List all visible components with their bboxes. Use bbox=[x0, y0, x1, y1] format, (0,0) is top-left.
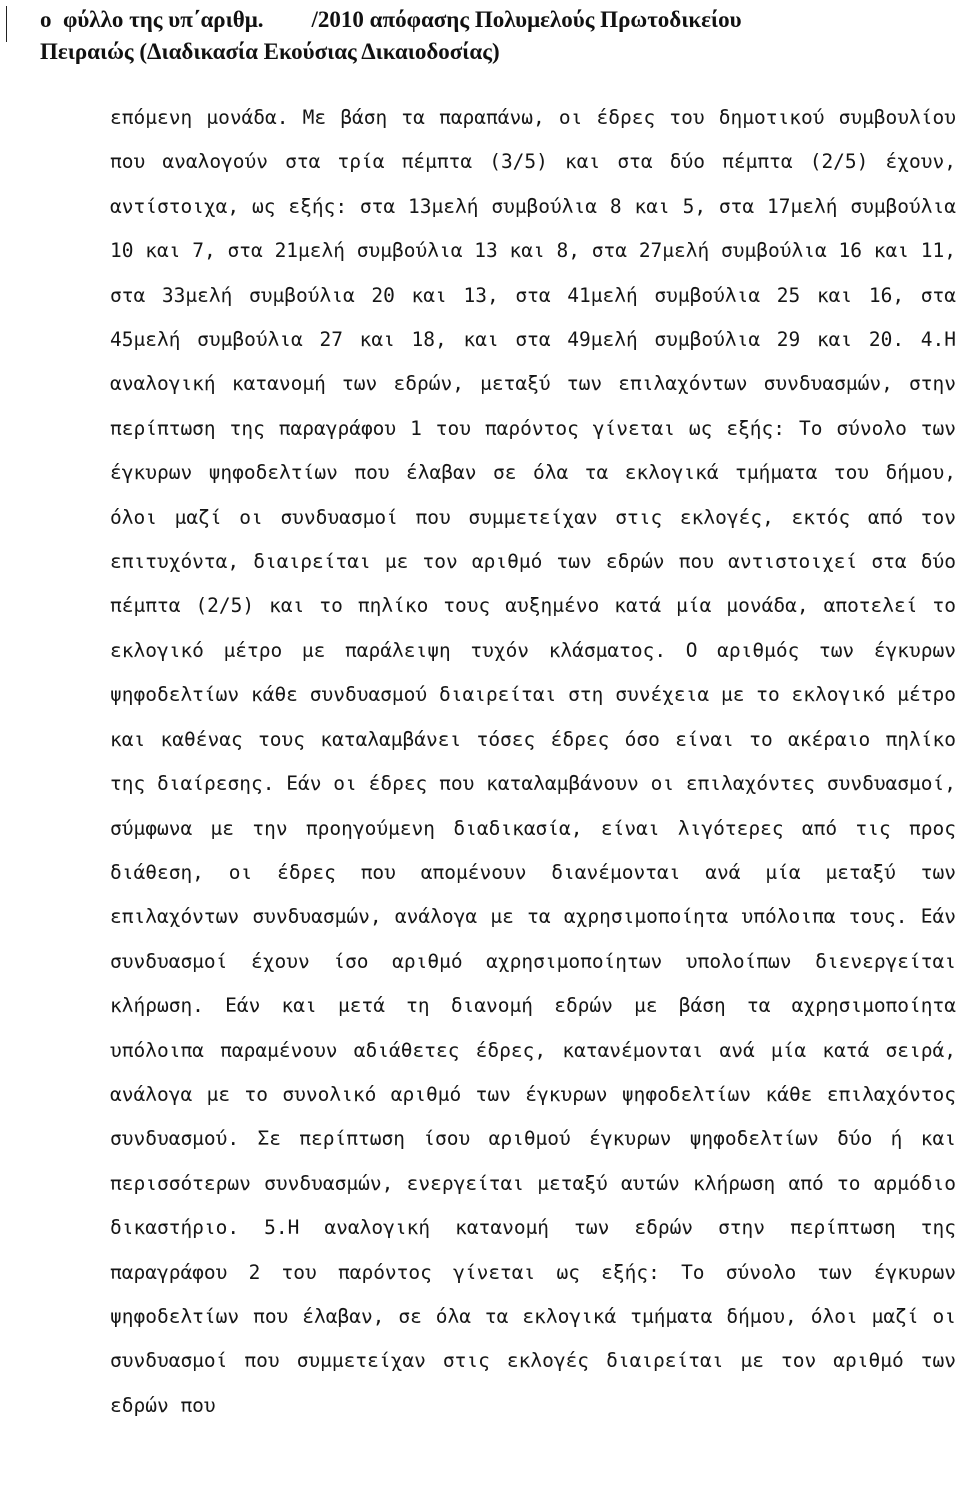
document-body bbox=[110, 96, 956, 1428]
header-decision-label: /2010 απόφασης Πολυμελούς Πρωτοδικείου bbox=[311, 7, 742, 32]
page-header bbox=[40, 4, 920, 68]
body-paragraph: επόμενη μονάδα. Με βάση τα παραπάνω, οι έδρες του δημοτικού συμβουλίου που αναλογούν στα τρία πέμπτα (3/5) και στα δύο πέμπτα (2/5) έχουν, αντίστοιχα, ως εξής: στα 13μελή συμβούλια 8 και 5, στα 17μελή συμβούλια 10 και 7, στα 21μελή συμβούλια 13 και 8, στα 27μελή συμβούλια 16 και 11, στα 33μελή συμβούλια 20 και 13, στα 41μελή συμβούλια 25 και 16, στα 45μελή συμβούλια 27 και 18, και στα 49μελή συμβούλια 29 και 20. 4.Η αναλογική κατανομή των εδρών, μεταξύ των επιλαχόντων συνδυασμών, στην περίπτωση της παραγράφου 1 του παρόντος γίνεται ως εξής: Το σύνολο των έγκυρων ψηφοδελτίων που έλαβαν σε όλα τα εκλογικά τμήματα του δήμου, όλοι μαζί οι συνδυασμοί που συμμετείχαν στις εκλογές, εκτός από τον επιτυχόντα, διαιρείται με τον αριθμό των εδρών που αντιστοιχεί στα δύο πέμπτα (2/5) και το πηλίκο τους αυξημένο κατά μία μονάδα, αποτελεί το εκλογικό μέτρο με παράλειψη τυχόν κλάσματος. Ο αριθμός των έγκυρων ψηφοδελτίων κάθε συνδυασμού διαιρείται στη συνέχεια με το εκλογικό μέτρο και καθένας τους καταλαμβάνει τόσες έδρες όσο είναι το ακέραιο πηλίκο της διαίρεσης. Εάν οι έδρες που καταλαμβάνουν οι επιλαχόντες συνδυασμοί, σύμφωνα με την προηγούμενη διαδικασία, είναι λιγότερες από τις προς διάθεση, οι έδρες που απομένουν διανέμονται ανά μία μεταξύ των επιλαχόντων συνδυασμών, ανάλογα με τα αχρησιμοποίητα υπόλοιπα τους. Εάν συνδυασμοί έχουν ίσο αριθμό αχρησιμοποίητων υπολοίπων διενεργείται κλήρωση. Εάν και μετά τη διανομή εδρών με βάση τα αχρησιμοποίητα υπόλοιπα παραμένουν αδιάθετες έδρες, κατανέμονται ανά μία κατά σειρά, ανάλογα με το συνολικό αριθμό των έγκυρων ψηφοδελτίων κάθε επιλαχόντος συνδυασμού. Σε περίπτωση ίσου αριθμού έγκυρων ψηφοδελτίων δύο ή και περισσότερων συνδυασμών, ενεργείται μεταξύ αυτών κλήρωση από το αρμόδιο δικαστήριο. 5.Η αναλογική κατανομή των εδρών στην περίπτωση της παραγράφου 2 του παρόντος γίνεται ως εξής: Το σύνολο των έγκυρων ψηφοδελτίων που έλαβαν, σε όλα τα εκλογικά τμήματα δήμου, όλοι μαζί οι συνδυασμοί που συμμετείχαν στις εκλογές διαιρείται με τον αριθμό των εδρών που bbox=[110, 106, 956, 1417]
header-line-2: Πειραιώς (Διαδικασία Εκούσιας Δικαιοδοσίας) bbox=[40, 39, 500, 64]
header-sheet-label: φύλλο της υπ΄αριθμ. bbox=[63, 7, 264, 32]
margin-rule bbox=[6, 6, 7, 42]
header-prefix: ο bbox=[40, 7, 52, 32]
header-line-1 bbox=[40, 4, 920, 36]
